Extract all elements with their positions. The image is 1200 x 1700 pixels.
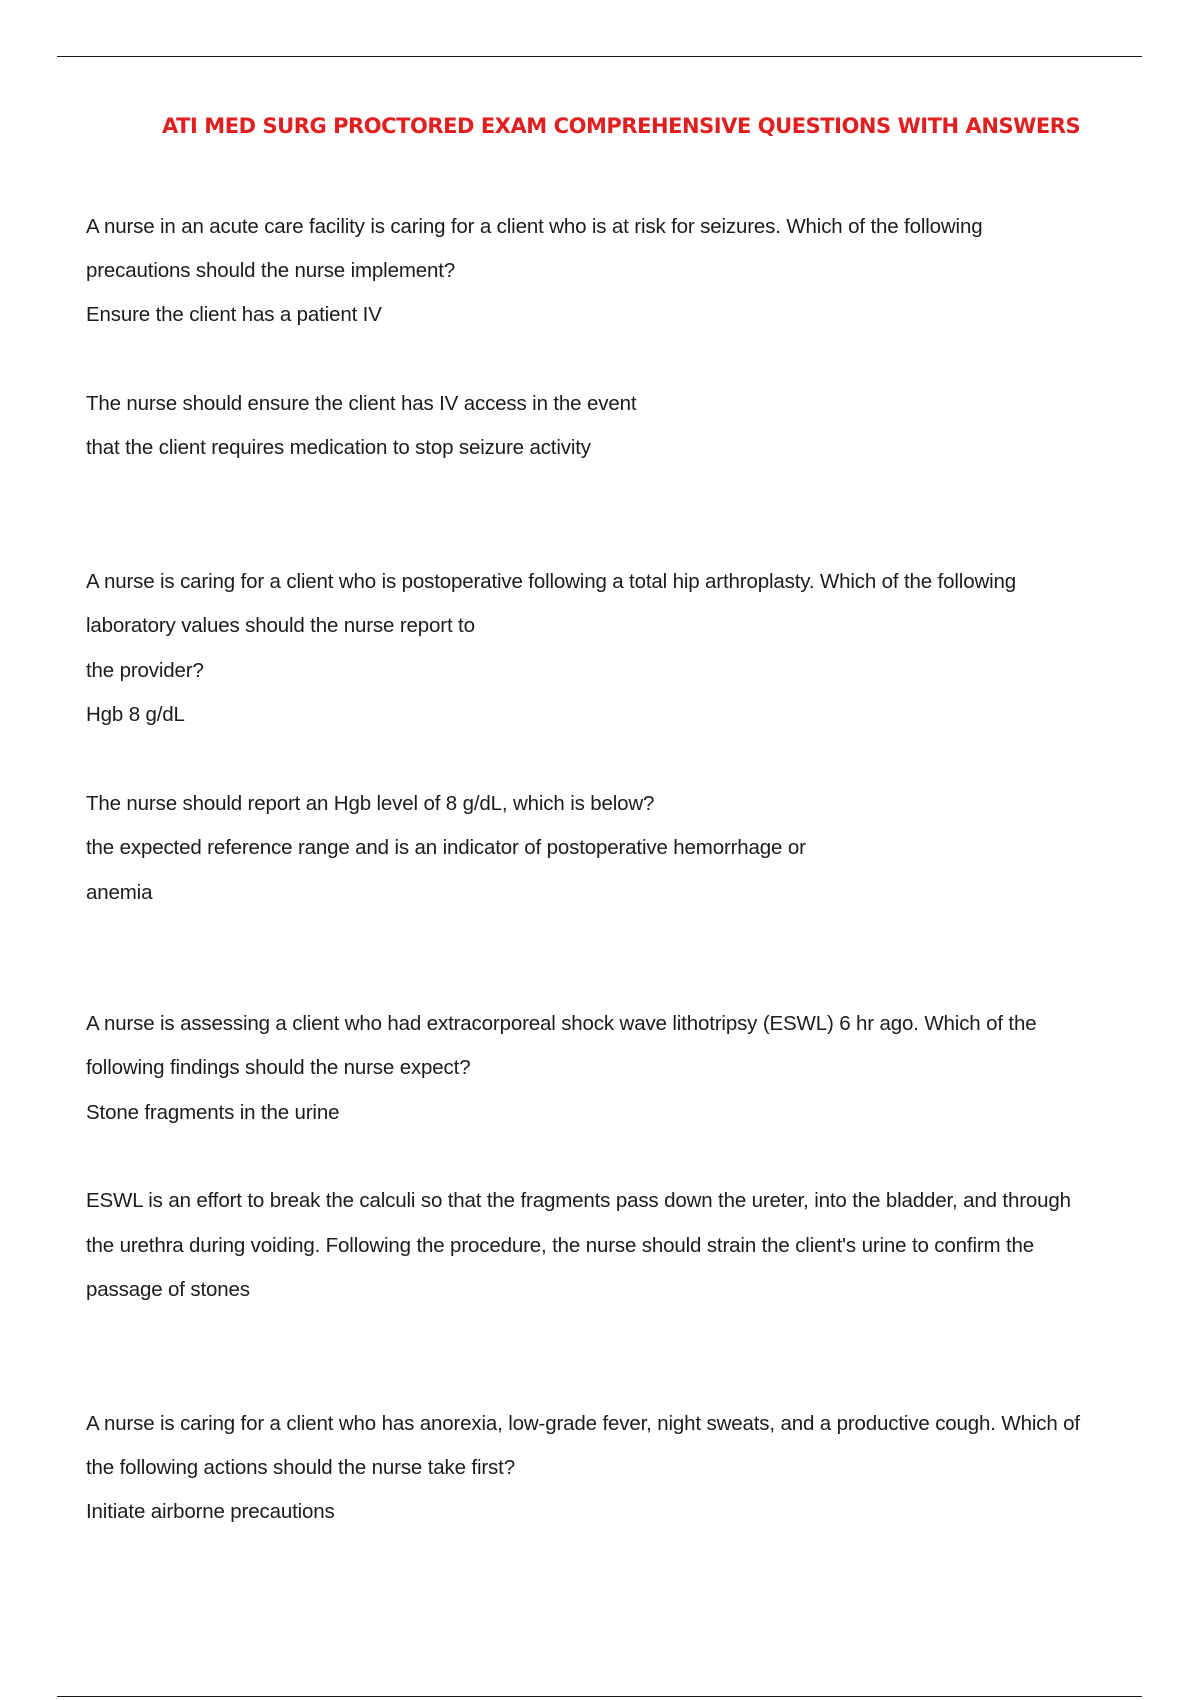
q2-question-line-1: A nurse is caring for a client who is postoperative following a total hip arthroplasty. Which of the following bbox=[86, 570, 1017, 593]
q3-rationale-line-1: ESWL is an effort to break the calculi so that the fragments pass down the ureter, into the bladder, and through bbox=[86, 1189, 1071, 1212]
q2-rationale-line-1: The nurse should report an Hgb level of 8 g/dL, which is below? bbox=[86, 792, 655, 815]
q1-question-line-1: A nurse in an acute care facility is caring for a client who is at risk for seizures. Which of the following bbox=[86, 215, 983, 238]
top-rule bbox=[57, 56, 1142, 57]
q1-question-line-2: precautions should the nurse implement? bbox=[86, 259, 456, 282]
bottom-rule bbox=[57, 1696, 1142, 1697]
q3-rationale-line-3: passage of stones bbox=[86, 1278, 250, 1301]
q3-question-line-1: A nurse is assessing a client who had extracorporeal shock wave lithotripsy (ESWL) 6 hr ago. Which of the bbox=[86, 1012, 1037, 1035]
q1-rationale-line-2: that the client requires medication to stop seizure activity bbox=[86, 436, 591, 459]
q2-rationale-line-3: anemia bbox=[86, 881, 153, 904]
q4-question-line-2: the following actions should the nurse take first? bbox=[86, 1456, 515, 1479]
q3-rationale-line-2: the urethra during voiding. Following the procedure, the nurse should strain the client's urine to confirm the bbox=[86, 1234, 1035, 1257]
q2-question-line-3: the provider? bbox=[86, 659, 204, 682]
q3-answer: Stone fragments in the urine bbox=[86, 1101, 340, 1124]
q2-answer: Hgb 8 g/dL bbox=[86, 703, 185, 726]
q4-question-line-1: A nurse is caring for a client who has anorexia, low-grade fever, night sweats, and a productive cough. Which of bbox=[86, 1412, 1080, 1435]
q2-question-line-2: laboratory values should the nurse report to bbox=[86, 614, 475, 637]
q1-rationale-line-1: The nurse should ensure the client has IV access in the event bbox=[86, 392, 637, 415]
document-title: ATI MED SURG PROCTORED EXAM COMPREHENSIVE QUESTIONS WITH ANSWERS bbox=[162, 114, 1081, 138]
q1-answer: Ensure the client has a patient IV bbox=[86, 303, 382, 326]
q4-answer: Initiate airborne precautions bbox=[86, 1500, 335, 1523]
q2-rationale-line-2: the expected reference range and is an indicator of postoperative hemorrhage or bbox=[86, 836, 806, 859]
q3-question-line-2: following findings should the nurse expect? bbox=[86, 1056, 471, 1079]
